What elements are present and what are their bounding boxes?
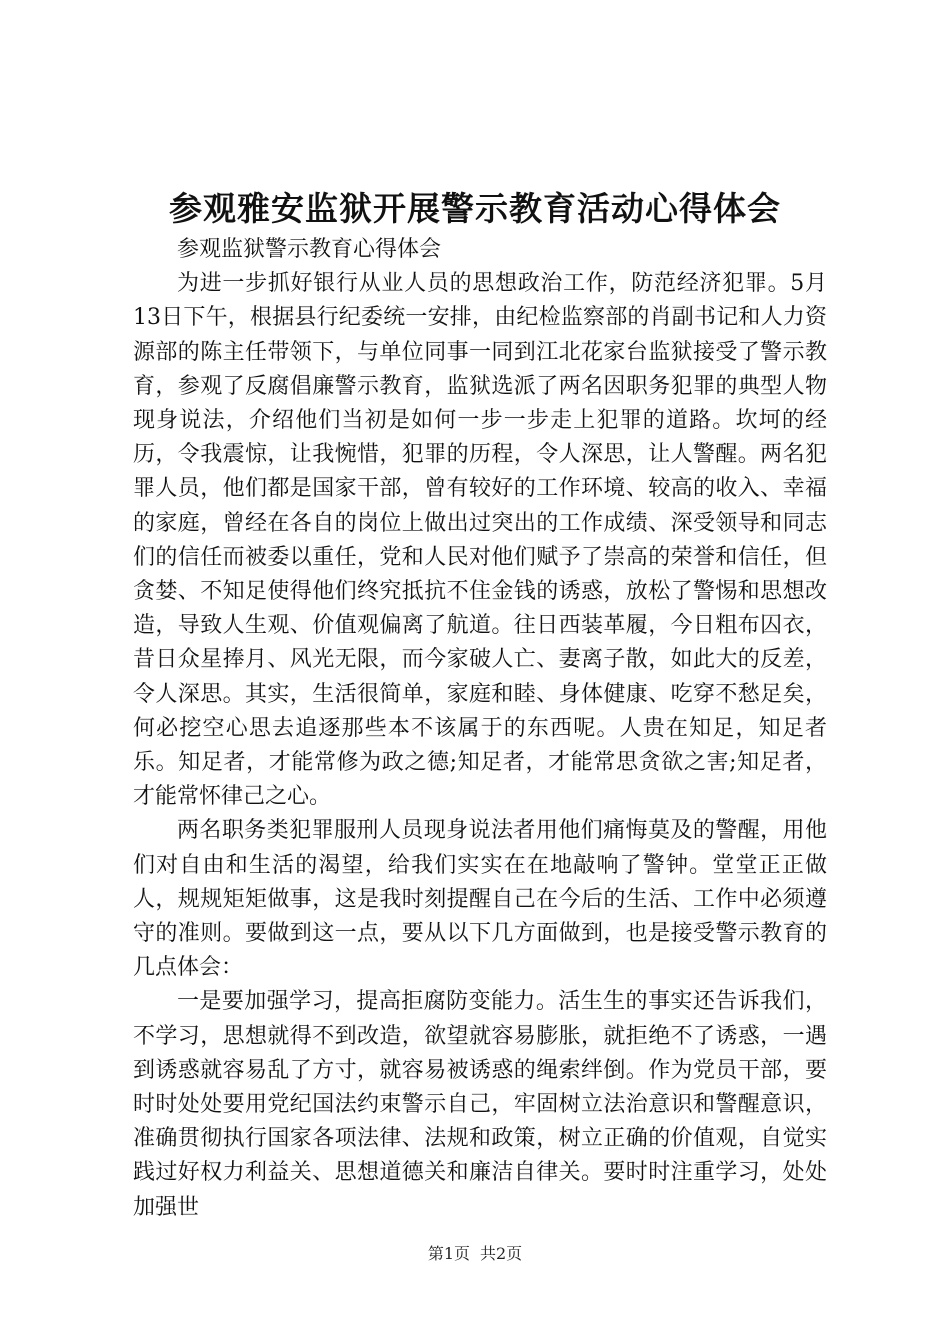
paragraph: 一是要加强学习，提高拒腐防变能力。活生生的事实还告诉我们，不学习，思想就得不到改造，欲望就容易膨胀，就拒绝不了诱惑，一遇到诱惑就容易乱了方寸，就容易被诱惑的绳索绊倒。作为党员干部，要时时处处要用党纪国法约束警示自己，牢固树立法治意识和警醒意识，准确贯彻执行国家各项法律、法规和政策，树立正确的价值观，自觉实践过好权力利益关、思想道德关和廉洁自律关。要时时注重学习，处处加强世 [133,989,827,1220]
page-total: 共2页 [480,1244,523,1263]
paragraph: 两名职务类犯罪服刑人员现身说法者用他们痛悔莫及的警醒，用他们对自由和生活的渴望，给我们实实在在地敲响了警钟。堂堂正正做人，规规矩矩做事，这是我时刻提醒自己在今后的生活、工作中必须遵守的准则。要做到这一点，要从以下几方面做到，也是接受警示教育的几点体会： [133,818,827,981]
document-body [133,233,827,1225]
paragraph: 为进一步抓好银行从业人员的思想政治工作，防范经济犯罪。5月13日下午，根据县行纪委统一安排，由纪检监察部的肖副书记和人力资源部的陈主任带领下，与单位同事一同到江北花家台监狱接受了警示教育，参观了反腐倡廉警示教育，监狱选派了两名因职务犯罪的典型人物现身说法，介绍他们当初是如何一步一步走上犯罪的道路。坎坷的经历，令我震惊，让我惋惜，犯罪的历程，令人深思，让人警醒。两名犯罪人员，他们都是国家干部，曾有较好的工作环境、较高的收入、幸福的家庭，曾经在各自的岗位上做出过突出的工作成绩、深受领导和同志们的信任而被委以重任，党和人民对他们赋予了崇高的荣誉和信任，但贪婪、不知足使得他们终究抵抗不住金钱的诱惑，放松了警惕和思想改造，导致人生观、价值观偏离了航道。往日西装革履，今日粗布囚衣，昔日众星捧月、风光无限，而今家破人亡、妻离子散，如此大的反差，令人深思。其实，生活很简单，家庭和睦、身体健康、吃穿不愁足矣，何必挖空心思去追逐那些本不该属于的东西呢。人贵在知足，知足者乐。知足者，才能常修为政之德;知足者，才能常思贪欲之害;知足者，才能常怀律己之心。 [133,271,827,810]
document-title: 参观雅安监狱开展警示教育活动心得体会 [169,189,781,228]
page-footer [0,1244,950,1264]
page-number: 第1页 [427,1244,470,1263]
document-subtitle: 参观监狱警示教育心得体会 [177,237,442,262]
